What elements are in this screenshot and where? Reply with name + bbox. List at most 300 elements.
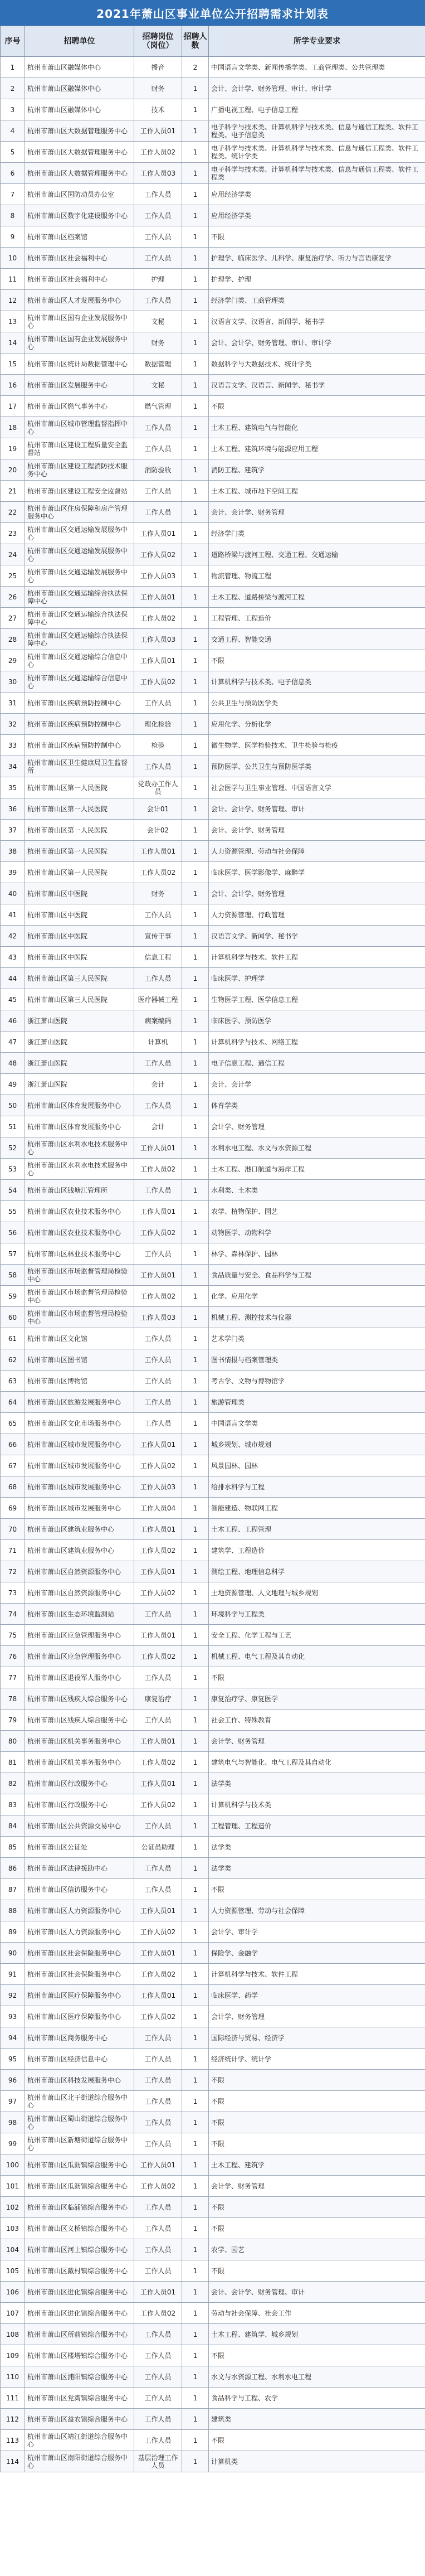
hire-count: 1 bbox=[182, 481, 209, 502]
major-requirement: 水文与水资源工程、水利水电工程 bbox=[209, 2366, 425, 2388]
hire-count: 1 bbox=[182, 2070, 209, 2091]
row-number: 8 bbox=[1, 205, 25, 226]
position-name: 工作人员03 bbox=[134, 565, 182, 587]
unit-name: 杭州市萧山区城市发展服务中心 bbox=[25, 1498, 134, 1519]
major-requirement: 会计学、财务管理 bbox=[209, 2006, 425, 2027]
row-number: 17 bbox=[1, 396, 25, 417]
table-row bbox=[1, 290, 425, 311]
row-number: 24 bbox=[1, 544, 25, 565]
table-row bbox=[1, 1159, 425, 1180]
position-name: 工作人员03 bbox=[134, 1476, 182, 1498]
major-requirement: 会计、会计学、财务管理 bbox=[209, 883, 425, 904]
major-requirement: 会计、会计学、财务管理 bbox=[209, 820, 425, 841]
hire-count: 1 bbox=[182, 248, 209, 269]
major-requirement: 不限 bbox=[209, 2260, 425, 2282]
major-requirement: 电子科学与技术类、计算机科学与技术类、信息与通信工程类、软件工程类、统计学类 bbox=[209, 142, 425, 163]
position-name: 工作人员 bbox=[134, 205, 182, 226]
table-row bbox=[1, 904, 425, 926]
position-name: 工作人员 bbox=[134, 2366, 182, 2388]
table-row bbox=[1, 163, 425, 184]
unit-name: 杭州市萧山区住房保障和房产管理服务中心 bbox=[25, 502, 134, 523]
hire-count: 1 bbox=[182, 459, 209, 481]
major-requirement: 会计、会计学 bbox=[209, 1074, 425, 1095]
hire-count: 1 bbox=[182, 1137, 209, 1159]
table-row bbox=[1, 1032, 425, 1053]
unit-name: 杭州市萧山区农业技术服务中心 bbox=[25, 1201, 134, 1222]
row-number: 7 bbox=[1, 184, 25, 205]
hire-count: 1 bbox=[182, 671, 209, 693]
row-number: 32 bbox=[1, 714, 25, 735]
unit-name: 杭州市萧山区中医院 bbox=[25, 904, 134, 926]
table-row bbox=[1, 1773, 425, 1794]
row-number: 94 bbox=[1, 2027, 25, 2049]
major-requirement: 动物医学、动物科学 bbox=[209, 1222, 425, 1243]
table-row bbox=[1, 417, 425, 438]
unit-name: 杭州市萧山区交通运输综合信息中心 bbox=[25, 671, 134, 693]
row-number: 68 bbox=[1, 1476, 25, 1498]
position-name: 工作人员 bbox=[134, 2409, 182, 2430]
major-requirement: 机械工程、测控技术与仪器 bbox=[209, 1307, 425, 1328]
row-number: 57 bbox=[1, 1243, 25, 1265]
unit-name: 杭州市萧山区林业技术服务中心 bbox=[25, 1243, 134, 1265]
hire-count: 2 bbox=[182, 57, 209, 78]
hire-count: 1 bbox=[182, 650, 209, 671]
major-requirement: 汉语言文学、汉语言、新闻学、秘书学 bbox=[209, 375, 425, 396]
position-name: 工作人员02 bbox=[134, 1455, 182, 1476]
table-row bbox=[1, 926, 425, 947]
major-requirement: 计算机科学与技术类 bbox=[209, 1794, 425, 1815]
unit-name: 杭州市萧山区信访服务中心 bbox=[25, 1879, 134, 1900]
row-number: 90 bbox=[1, 1943, 25, 1964]
row-number: 81 bbox=[1, 1752, 25, 1773]
unit-name: 杭州市萧山区交通运输综合执法保障中心 bbox=[25, 608, 134, 629]
position-name: 病案编码 bbox=[134, 1010, 182, 1032]
table-row bbox=[1, 1985, 425, 2006]
major-requirement: 会计、会计学、财务管理、审计、审计学 bbox=[209, 332, 425, 354]
position-name: 工作人员02 bbox=[134, 1964, 182, 1985]
major-requirement: 不限 bbox=[209, 1667, 425, 1688]
position-name: 燃气管理 bbox=[134, 396, 182, 417]
unit-name: 杭州市萧山区建设工程消防技术服务中心 bbox=[25, 459, 134, 481]
row-number: 103 bbox=[1, 2218, 25, 2239]
position-name: 工作人员 bbox=[134, 1413, 182, 1434]
major-requirement: 建筑电气与智能化、电气工程及其自动化 bbox=[209, 1752, 425, 1773]
position-name: 工作人员01 bbox=[134, 650, 182, 671]
major-requirement: 经济学门类 bbox=[209, 523, 425, 544]
table-row bbox=[1, 1434, 425, 1455]
row-number: 106 bbox=[1, 2282, 25, 2303]
header-row bbox=[1, 26, 425, 57]
position-name: 工作人员02 bbox=[134, 142, 182, 163]
table-row bbox=[1, 1243, 425, 1265]
unit-name: 杭州市萧山区商务服务中心 bbox=[25, 2027, 134, 2049]
major-requirement: 食品质量与安全、食品科学与工程 bbox=[209, 1265, 425, 1286]
row-number: 5 bbox=[1, 142, 25, 163]
hire-count: 1 bbox=[182, 1349, 209, 1371]
row-number: 67 bbox=[1, 1455, 25, 1476]
row-number: 100 bbox=[1, 2154, 25, 2176]
header-position: 招聘岗位（岗位） bbox=[134, 26, 182, 57]
table-row bbox=[1, 1180, 425, 1201]
hire-count: 1 bbox=[182, 1116, 209, 1137]
row-number: 20 bbox=[1, 459, 25, 481]
table-row bbox=[1, 1625, 425, 1646]
hire-count: 1 bbox=[182, 1815, 209, 1837]
unit-name: 杭州市萧山区市场监督管理局检验中心 bbox=[25, 1286, 134, 1307]
row-number: 83 bbox=[1, 1794, 25, 1815]
row-number: 114 bbox=[1, 2451, 25, 2472]
unit-name: 杭州市萧山区交通运输发展服务中心 bbox=[25, 565, 134, 587]
table-body bbox=[1, 57, 425, 2472]
hire-count: 1 bbox=[182, 2345, 209, 2366]
row-number: 33 bbox=[1, 735, 25, 756]
row-number: 55 bbox=[1, 1201, 25, 1222]
position-name: 工作人员 bbox=[134, 968, 182, 989]
major-requirement: 艺术学门类 bbox=[209, 1328, 425, 1349]
unit-name: 杭州市萧山区统计局数据管理中心 bbox=[25, 354, 134, 375]
unit-name: 杭州市萧山区行政服务中心 bbox=[25, 1773, 134, 1794]
table-row bbox=[1, 1455, 425, 1476]
major-requirement: 消防工程、建筑学 bbox=[209, 459, 425, 481]
major-requirement: 化学、应用化学 bbox=[209, 1286, 425, 1307]
major-requirement: 人力资源管理、劳动与社会保障 bbox=[209, 841, 425, 862]
table-row bbox=[1, 1858, 425, 1879]
unit-name: 杭州市萧山区发展服务中心 bbox=[25, 375, 134, 396]
position-name: 工作人员01 bbox=[134, 1773, 182, 1794]
position-name: 会计 bbox=[134, 1116, 182, 1137]
position-name: 工作人员01 bbox=[134, 1731, 182, 1752]
position-name: 检验 bbox=[134, 735, 182, 756]
hire-count: 1 bbox=[182, 1752, 209, 1773]
unit-name: 杭州市萧山区交通运输综合信息中心 bbox=[25, 650, 134, 671]
hire-count: 1 bbox=[182, 1921, 209, 1943]
table-row bbox=[1, 693, 425, 714]
major-requirement: 土地资源管理、人文地理与城乡规划 bbox=[209, 1582, 425, 1604]
row-number: 89 bbox=[1, 1921, 25, 1943]
hire-count: 1 bbox=[182, 2112, 209, 2133]
table-row bbox=[1, 2430, 425, 2451]
position-name: 工作人员 bbox=[134, 502, 182, 523]
major-requirement: 人力资源管理、劳动与社会保障 bbox=[209, 1900, 425, 1921]
unit-name: 杭州市萧山区社会福利中心 bbox=[25, 269, 134, 290]
position-name: 工作人员02 bbox=[134, 1646, 182, 1667]
position-name: 工作人员 bbox=[134, 2218, 182, 2239]
hire-count: 1 bbox=[182, 883, 209, 904]
major-requirement: 社会工作、特殊教育 bbox=[209, 1710, 425, 1731]
position-name: 消防验收 bbox=[134, 459, 182, 481]
position-name: 工作人员01 bbox=[134, 1519, 182, 1540]
position-name: 工作人员01 bbox=[134, 1561, 182, 1582]
major-requirement: 不限 bbox=[209, 2218, 425, 2239]
position-name: 技术 bbox=[134, 99, 182, 120]
unit-name: 杭州市萧山区残疾人综合服务中心 bbox=[25, 1710, 134, 1731]
position-name: 工作人员 bbox=[134, 2049, 182, 2070]
unit-name: 杭州市萧山区交通运输综合执法保障中心 bbox=[25, 587, 134, 608]
row-number: 78 bbox=[1, 1688, 25, 1710]
position-name: 工作人员02 bbox=[134, 1159, 182, 1180]
hire-count: 1 bbox=[182, 120, 209, 142]
table-row bbox=[1, 1074, 425, 1095]
hire-count: 1 bbox=[182, 1900, 209, 1921]
position-name: 工作人员 bbox=[134, 2260, 182, 2282]
table-row bbox=[1, 332, 425, 354]
row-number: 73 bbox=[1, 1582, 25, 1604]
major-requirement: 给排水科学与工程 bbox=[209, 1476, 425, 1498]
major-requirement: 经济学门类、工商管理类 bbox=[209, 290, 425, 311]
position-name: 工作人员02 bbox=[134, 1921, 182, 1943]
major-requirement: 汉语言文学、新闻学、秘书学 bbox=[209, 926, 425, 947]
unit-name: 杭州市萧山区益农镇综合服务中心 bbox=[25, 2409, 134, 2430]
position-name: 工作人员 bbox=[134, 1328, 182, 1349]
table-row bbox=[1, 1053, 425, 1074]
major-requirement: 不限 bbox=[209, 2070, 425, 2091]
position-name: 工作人员02 bbox=[134, 2303, 182, 2324]
position-name: 工作人员 bbox=[134, 226, 182, 248]
position-name: 工作人员 bbox=[134, 1053, 182, 1074]
hire-count: 1 bbox=[182, 735, 209, 756]
unit-name: 杭州市萧山区体育发展服务中心 bbox=[25, 1116, 134, 1137]
major-requirement: 建筑学、工程造价 bbox=[209, 1540, 425, 1561]
row-number: 95 bbox=[1, 2049, 25, 2070]
table-row bbox=[1, 714, 425, 735]
major-requirement: 应用经济学类 bbox=[209, 205, 425, 226]
table-row bbox=[1, 2197, 425, 2218]
position-name: 工作人员03 bbox=[134, 1307, 182, 1328]
table-row bbox=[1, 1498, 425, 1519]
major-requirement: 会计学、财务管理 bbox=[209, 1116, 425, 1137]
position-name: 信息工程 bbox=[134, 947, 182, 968]
unit-name: 杭州市萧山区城市管理监督指挥中心 bbox=[25, 417, 134, 438]
major-requirement: 中国语言文学类、新闻传播学类、工商管理类、公共管理类 bbox=[209, 57, 425, 78]
unit-name: 浙江萧山医院 bbox=[25, 1010, 134, 1032]
hire-count: 1 bbox=[182, 756, 209, 777]
major-requirement: 林学、森林保护、园林 bbox=[209, 1243, 425, 1265]
unit-name: 杭州市萧山区北干街道综合服务中心 bbox=[25, 2091, 134, 2112]
unit-name: 杭州市萧山区第三人民医院 bbox=[25, 968, 134, 989]
unit-name: 杭州市萧山区进化镇综合服务中心 bbox=[25, 2282, 134, 2303]
hire-count: 1 bbox=[182, 989, 209, 1010]
hire-count: 1 bbox=[182, 2239, 209, 2260]
position-name: 会计01 bbox=[134, 798, 182, 820]
hire-count: 1 bbox=[182, 798, 209, 820]
position-name: 工作人员02 bbox=[134, 2006, 182, 2027]
hire-count: 1 bbox=[182, 2027, 209, 2049]
table-row bbox=[1, 523, 425, 544]
row-number: 77 bbox=[1, 1667, 25, 1688]
row-number: 80 bbox=[1, 1731, 25, 1752]
row-number: 31 bbox=[1, 693, 25, 714]
recruitment-table bbox=[0, 26, 425, 2472]
major-requirement: 安全工程、化学工程与工艺 bbox=[209, 1625, 425, 1646]
major-requirement: 广播电视工程、电子信息工程 bbox=[209, 99, 425, 120]
hire-count: 1 bbox=[182, 1540, 209, 1561]
major-requirement: 不限 bbox=[209, 396, 425, 417]
table-row bbox=[1, 968, 425, 989]
unit-name: 杭州市萧山区交通运输发展服务中心 bbox=[25, 544, 134, 565]
major-requirement: 电子信息工程、通信工程 bbox=[209, 1053, 425, 1074]
unit-name: 杭州市萧山区第一人民医院 bbox=[25, 862, 134, 883]
header-no: 序号 bbox=[1, 26, 25, 57]
unit-name: 杭州市萧山区博物馆 bbox=[25, 1371, 134, 1392]
major-requirement: 法学类 bbox=[209, 1773, 425, 1794]
major-requirement: 会计学、财务管理 bbox=[209, 1731, 425, 1752]
major-requirement: 不限 bbox=[209, 226, 425, 248]
row-number: 86 bbox=[1, 1858, 25, 1879]
row-number: 101 bbox=[1, 2176, 25, 2197]
position-name: 工作人员 bbox=[134, 2430, 182, 2451]
row-number: 58 bbox=[1, 1265, 25, 1286]
hire-count: 1 bbox=[182, 1265, 209, 1286]
position-name: 工作人员01 bbox=[134, 1625, 182, 1646]
row-number: 52 bbox=[1, 1137, 25, 1159]
unit-name: 杭州市萧山区中医院 bbox=[25, 947, 134, 968]
major-requirement: 旅游管理类 bbox=[209, 1392, 425, 1413]
table-row bbox=[1, 629, 425, 650]
unit-name: 杭州市萧山区瓜沥镇综合服务中心 bbox=[25, 2176, 134, 2197]
hire-count: 1 bbox=[182, 2133, 209, 2154]
unit-name: 杭州市萧山区靖江街道综合服务中心 bbox=[25, 2430, 134, 2451]
table-row bbox=[1, 1667, 425, 1688]
major-requirement: 会计、会计学、财务管理 bbox=[209, 502, 425, 523]
table-row bbox=[1, 2133, 425, 2154]
table-row bbox=[1, 459, 425, 481]
row-number: 88 bbox=[1, 1900, 25, 1921]
position-name: 工作人员01 bbox=[134, 1201, 182, 1222]
position-name: 工作人员02 bbox=[134, 1752, 182, 1773]
row-number: 47 bbox=[1, 1032, 25, 1053]
table-row bbox=[1, 1116, 425, 1137]
position-name: 基层治理工作人员 bbox=[134, 2451, 182, 2472]
major-requirement: 体育学类 bbox=[209, 1095, 425, 1116]
unit-name: 杭州市萧山区应急管理服务中心 bbox=[25, 1625, 134, 1646]
hire-count: 1 bbox=[182, 2176, 209, 2197]
table-row bbox=[1, 354, 425, 375]
table-row bbox=[1, 650, 425, 671]
position-name: 文秘 bbox=[134, 375, 182, 396]
hire-count: 1 bbox=[182, 1773, 209, 1794]
unit-name: 杭州市萧山区图书馆 bbox=[25, 1349, 134, 1371]
position-name: 医疗器械工程 bbox=[134, 989, 182, 1010]
table-row bbox=[1, 205, 425, 226]
hire-count: 1 bbox=[182, 1371, 209, 1392]
hire-count: 1 bbox=[182, 1498, 209, 1519]
unit-name: 杭州市萧山区文化市场服务中心 bbox=[25, 1413, 134, 1434]
row-number: 74 bbox=[1, 1604, 25, 1625]
row-number: 41 bbox=[1, 904, 25, 926]
table-row bbox=[1, 671, 425, 693]
table-row bbox=[1, 2345, 425, 2366]
row-number: 49 bbox=[1, 1074, 25, 1095]
major-requirement: 工程管理、工程造价 bbox=[209, 608, 425, 629]
table-row bbox=[1, 2366, 425, 2388]
row-number: 71 bbox=[1, 1540, 25, 1561]
row-number: 43 bbox=[1, 947, 25, 968]
unit-name: 杭州市萧山区楼塔镇综合服务中心 bbox=[25, 2345, 134, 2366]
row-number: 50 bbox=[1, 1095, 25, 1116]
position-name: 财务 bbox=[134, 332, 182, 354]
major-requirement: 水利水电工程、水文与水资源工程 bbox=[209, 1137, 425, 1159]
unit-name: 杭州市萧山区科技发展服务中心 bbox=[25, 2070, 134, 2091]
position-name: 工作人员 bbox=[134, 1095, 182, 1116]
position-name: 工作人员 bbox=[134, 2091, 182, 2112]
row-number: 63 bbox=[1, 1371, 25, 1392]
hire-count: 1 bbox=[182, 226, 209, 248]
unit-name: 杭州市萧山区大数据管理服务中心 bbox=[25, 120, 134, 142]
unit-name: 杭州市萧山区城市发展服务中心 bbox=[25, 1455, 134, 1476]
hire-count: 1 bbox=[182, 1710, 209, 1731]
major-requirement: 微生物学、医学检验技术、卫生检验与检疫 bbox=[209, 735, 425, 756]
row-number: 25 bbox=[1, 565, 25, 587]
position-name: 工作人员 bbox=[134, 1180, 182, 1201]
row-number: 51 bbox=[1, 1116, 25, 1137]
hire-count: 1 bbox=[182, 354, 209, 375]
major-requirement: 环境科学与工程类 bbox=[209, 1604, 425, 1625]
major-requirement: 法学类 bbox=[209, 1858, 425, 1879]
hire-count: 1 bbox=[182, 2260, 209, 2282]
hire-count: 1 bbox=[182, 311, 209, 332]
unit-name: 杭州市萧山区建设工程安全监督站 bbox=[25, 481, 134, 502]
hire-count: 1 bbox=[182, 1222, 209, 1243]
hire-count: 1 bbox=[182, 1159, 209, 1180]
table-row bbox=[1, 587, 425, 608]
hire-count: 1 bbox=[182, 714, 209, 735]
row-number: 21 bbox=[1, 481, 25, 502]
row-number: 96 bbox=[1, 2070, 25, 2091]
major-requirement: 计算机科学与技术类、电子信息类 bbox=[209, 671, 425, 693]
major-requirement: 护理学、护理 bbox=[209, 269, 425, 290]
major-requirement: 临床医学、医学影像学、麻醉学 bbox=[209, 862, 425, 883]
hire-count: 1 bbox=[182, 947, 209, 968]
table-row bbox=[1, 1582, 425, 1604]
row-number: 38 bbox=[1, 841, 25, 862]
unit-name: 杭州市萧山区数字化建设服务中心 bbox=[25, 205, 134, 226]
hire-count: 1 bbox=[182, 1688, 209, 1710]
unit-name: 杭州市萧山区城市发展服务中心 bbox=[25, 1434, 134, 1455]
major-requirement: 不限 bbox=[209, 1879, 425, 1900]
row-number: 1 bbox=[1, 57, 25, 78]
position-name: 工作人员 bbox=[134, 1392, 182, 1413]
table-row bbox=[1, 1476, 425, 1498]
row-number: 30 bbox=[1, 671, 25, 693]
row-number: 19 bbox=[1, 438, 25, 459]
unit-name: 杭州市萧山区体育发展服务中心 bbox=[25, 1095, 134, 1116]
table-row bbox=[1, 375, 425, 396]
hire-count: 1 bbox=[182, 2366, 209, 2388]
position-name: 工作人员01 bbox=[134, 1900, 182, 1921]
position-name: 工作人员 bbox=[134, 1349, 182, 1371]
row-number: 53 bbox=[1, 1159, 25, 1180]
row-number: 112 bbox=[1, 2409, 25, 2430]
major-requirement: 法学类 bbox=[209, 1837, 425, 1858]
hire-count: 1 bbox=[182, 2049, 209, 2070]
table-row bbox=[1, 120, 425, 142]
major-requirement: 电子科学与技术类、计算机科学与技术类、信息与通信工程类、软件工程类、电子信息类 bbox=[209, 120, 425, 142]
row-number: 99 bbox=[1, 2133, 25, 2154]
table-row bbox=[1, 2154, 425, 2176]
table-row bbox=[1, 269, 425, 290]
hire-count: 1 bbox=[182, 926, 209, 947]
hire-count: 1 bbox=[182, 2303, 209, 2324]
table-row bbox=[1, 1943, 425, 1964]
major-requirement: 不限 bbox=[209, 650, 425, 671]
position-name: 工作人员 bbox=[134, 2070, 182, 2091]
position-name: 理化检验 bbox=[134, 714, 182, 735]
position-name: 工作人员02 bbox=[134, 1794, 182, 1815]
position-name: 工作人员01 bbox=[134, 1265, 182, 1286]
position-name: 工作人员02 bbox=[134, 862, 182, 883]
table-row bbox=[1, 57, 425, 78]
table-row bbox=[1, 2049, 425, 2070]
